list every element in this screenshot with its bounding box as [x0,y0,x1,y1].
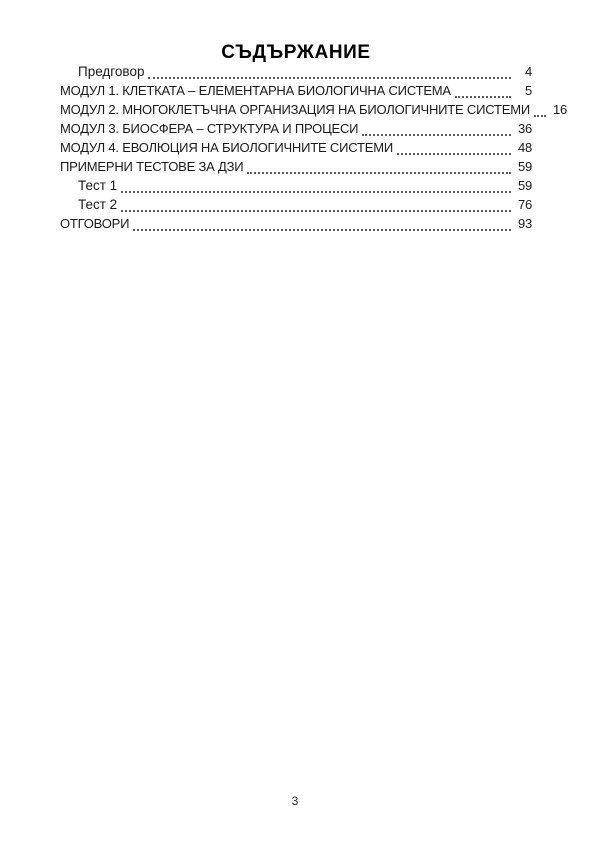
dot-leader [534,115,546,117]
toc-entry-page: 4 [524,64,532,79]
dot-leader [148,77,511,79]
toc-entry [60,197,532,216]
toc-entry-page: 59 [517,178,532,193]
dot-leader [247,172,511,174]
dot-leader [362,134,511,136]
toc-entry-label: МОДУЛ 4. ЕВОЛЮЦИЯ НА БИОЛОГИЧНИТЕ СИСТЕМИ [60,140,393,155]
dot-leader [133,229,511,231]
toc-entry [60,140,532,159]
toc-entry-label: Тест 2 [78,197,118,212]
toc-entry-label: МОДУЛ 1. КЛЕТКАТА – ЕЛЕМЕНТАРНА БИОЛОГИЧНА СИСТЕМА [60,83,451,98]
toc-entry-label: ПРИМЕРНИ ТЕСТОВЕ ЗА ДЗИ [60,159,244,174]
page-title: СЪДЪРЖАНИЕ [221,42,371,63]
toc-entry-page: 16 [552,102,567,117]
dot-leader [455,96,511,98]
toc-entry [60,216,532,235]
toc-list [60,64,567,235]
toc-entry-page: 48 [517,140,532,155]
toc-entry-page: 5 [524,83,532,98]
toc-entry [60,178,532,197]
toc-entry [60,121,532,140]
toc-entry-page: 59 [517,159,532,174]
toc-entry-page: 93 [517,216,532,231]
toc-entry-label: ОТГОВОРИ [60,216,130,231]
toc-entry [60,159,532,178]
toc-entry [60,83,532,102]
dot-leader [121,210,511,212]
toc-entry-label: МОДУЛ 3. БИОСФЕРА – СТРУКТУРА И ПРОЦЕСИ [60,121,359,136]
toc-entry [60,102,567,121]
toc-entry-page: 76 [517,197,532,212]
dot-leader [397,153,511,155]
toc-entry-label: Предговор [78,64,145,79]
dot-leader [121,191,511,193]
toc-entry-page: 36 [517,121,532,136]
toc-entry [60,64,532,83]
footer-page-number: 3 [291,794,299,808]
toc-entry-label: Тест 1 [78,178,118,193]
toc-entry-label: МОДУЛ 2. МНОГОКЛЕТЪЧНА ОРГАНИЗАЦИЯ НА БИОЛОГИЧНИТЕ СИСТЕМИ [60,102,530,117]
